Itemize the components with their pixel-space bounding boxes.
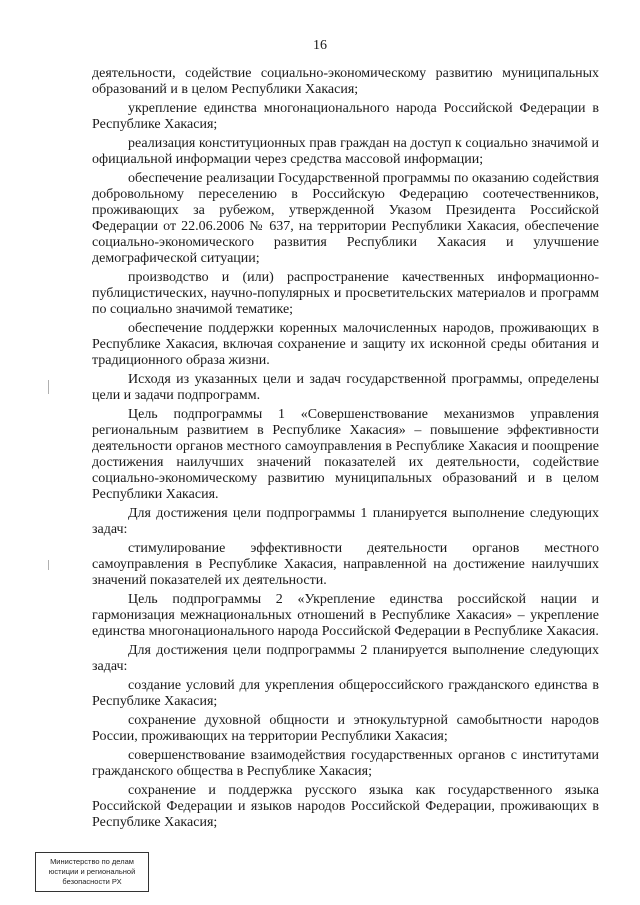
paragraph: стимулирование эффективности деятельности органов местного самоуправления в Республике Хакасия, направленной на достижение наилучших значений показателей их деятельности. <box>92 541 599 588</box>
paragraph: производство и (или) распространение качественных информационно-публицистических, научно-популярных и просветительских материалов и программ по социально значимой тематике; <box>92 270 599 317</box>
paragraph: Цель подпрограммы 2 «Укрепление единства российской нации и гармонизация межнациональных отношений в Республике Хакасия» – укрепление единства многонационального народа Российской Федерации в Республике Хакасия. <box>92 592 599 639</box>
page-number: 16 <box>313 38 327 53</box>
stamp-line: юстиции и региональной <box>48 867 136 876</box>
paragraph: реализация конституционных прав граждан на доступ к социально значимой и официальной информации через средства массовой информации; <box>92 136 599 167</box>
paragraph: совершенствование взаимодействия государственных органов с институтами гражданского общества в Республике Хакасия; <box>92 748 599 779</box>
scan-margin-mark <box>48 560 49 570</box>
scan-margin-mark <box>48 380 49 394</box>
stamp-line: безопасности РХ <box>62 877 122 886</box>
paragraph: обеспечение реализации Государственной программы по оказанию содействия добровольному переселению в Российскую Федерацию соотечественников, проживающих за рубежом, утвержденной Указом Президента Российской Федерации от 22.06.2006 № 637, на территории Республики Хакасия, обеспечение социально-экономического развития Республики Хакасия и улучшение демографической ситуации; <box>92 171 599 266</box>
paragraph: обеспечение поддержки коренных малочисленных народов, проживающих в Республике Хакасия, включая сохранение и защиту их исконной среды обитания и традиционного образа жизни. <box>92 321 599 368</box>
paragraph: Цель подпрограммы 1 «Совершенствование механизмов управления региональным развитием в Республике Хакасия» – повышение эффективности деятельности органов местного самоуправления в Республике Хакасия и поощрение достижения наилучших значений показателей их деятельности, содействие социально-экономическому развитию муниципальных образований и в целом Республики Хакасия. <box>92 407 599 502</box>
paragraph: сохранение и поддержка русского языка как государственного языка Российской Федерации и языков народов Российской Федерации, проживающих в Республике Хакасия; <box>92 783 599 830</box>
paragraph: создание условий для укрепления общероссийского гражданского единства в Республике Хакасия; <box>92 678 599 709</box>
paragraph: Для достижения цели подпрограммы 2 планируется выполнение следующих задач: <box>92 643 599 674</box>
paragraph: Исходя из указанных цели и задач государственной программы, определены цели и задачи подпрограмм. <box>92 372 599 403</box>
paragraph: укрепление единства многонационального народа Российской Федерации в Республике Хакасия; <box>92 101 599 132</box>
paragraph: Для достижения цели подпрограммы 1 планируется выполнение следующих задач: <box>92 506 599 537</box>
stamp-line: Министерство по делам <box>50 857 134 866</box>
paragraph: деятельности, содействие социально-экономическому развитию муниципальных образований и в целом Республики Хакасия; <box>92 66 599 97</box>
ministry-stamp <box>35 852 149 892</box>
paragraph: сохранение духовной общности и этнокультурной самобытности народов России, проживающих на территории Республики Хакасия; <box>92 713 599 744</box>
document-body <box>92 66 599 834</box>
